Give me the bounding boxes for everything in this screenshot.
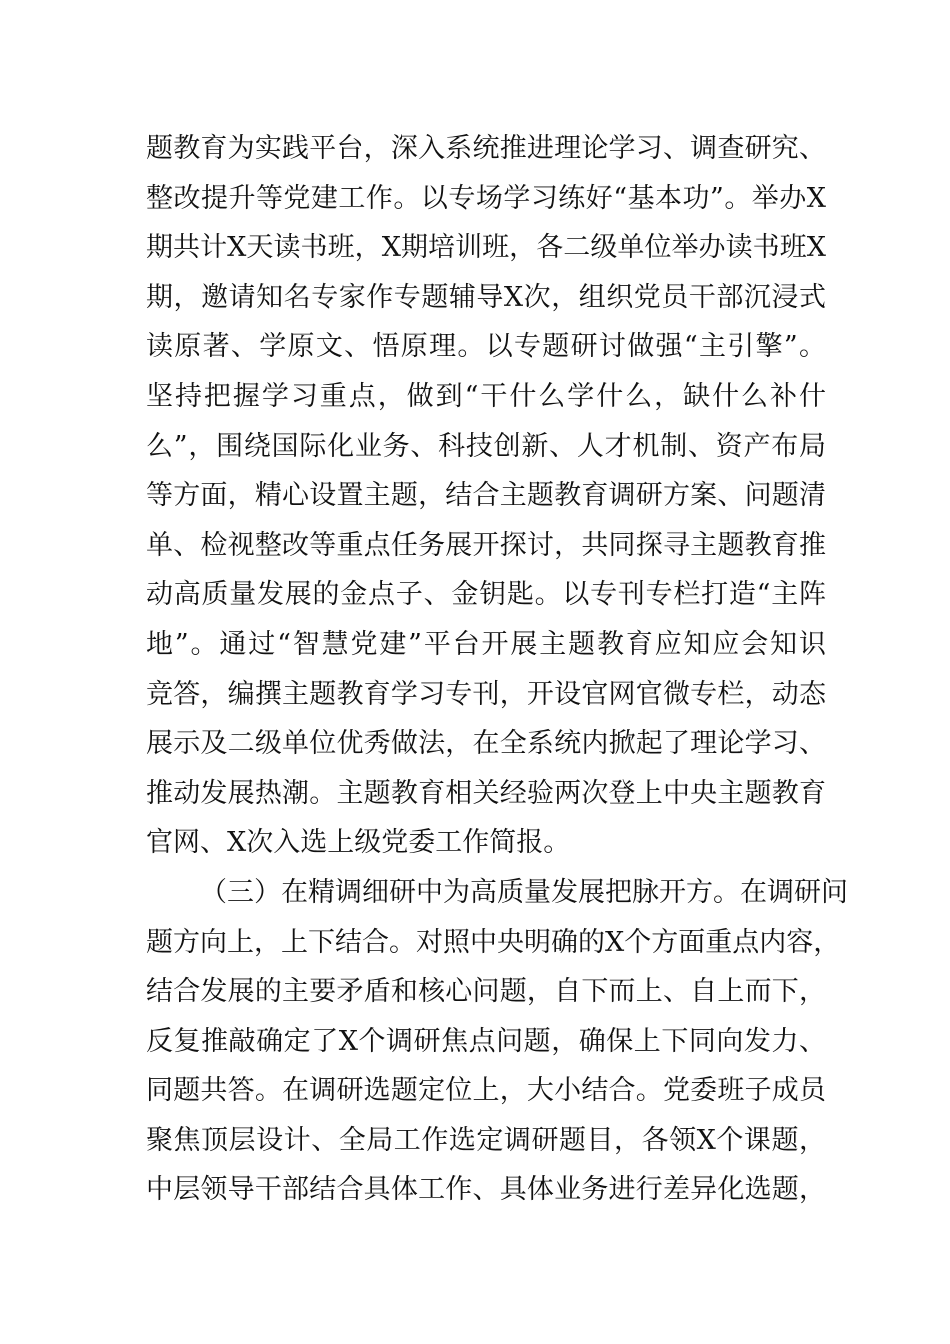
text-line: 题方向上，上下结合。对照中央明确的X个方面重点内容， xyxy=(146,926,841,958)
text-line: 反复推敲确定了X个调研焦点问题，确保上下同向发力、 xyxy=(146,1025,826,1057)
text-line: 单、检视整改等重点任务展开探讨，共同探寻主题教育推 xyxy=(146,529,826,561)
text-line: 期共计X天读书班，X期培训班，各二级单位举办读书班X xyxy=(146,232,826,264)
text-line: 同题共答。在调研选题定位上，大小结合。党委班子成员 xyxy=(146,1075,826,1107)
text-line: 读原著、学原文、悟原理。以专题研讨做强“主引擎”。 xyxy=(146,331,826,363)
text-line: 坚持把握学习重点，做到“干什么学什么，缺什么补什 xyxy=(146,380,826,412)
text-line: 结合发展的主要矛盾和核心问题，自下而上、自上而下， xyxy=(146,976,826,1008)
section-heading-line: （三）在精调细研中为高质量发展把脉开方。在调研问 xyxy=(200,876,848,908)
text-line: 期，邀请知名专家作专题辅导X次，组织党员干部沉浸式 xyxy=(146,281,826,313)
text-line: 展示及二级单位优秀做法，在全系统内掀起了理论学习、 xyxy=(146,728,826,760)
paragraph-end-line: 官网、X次入选上级党委工作简报。 xyxy=(146,827,571,859)
text-line: 题教育为实践平台，深入系统推进理论学习、调查研究、 xyxy=(146,133,826,164)
text-line: 推动发展热潮。主题教育相关经验两次登上中央主题教育 xyxy=(146,777,826,809)
text-line: 竞答，编撰主题教育学习专刊，开设官网官微专栏，动态 xyxy=(146,678,826,710)
text-line: 么”，围绕国际化业务、科技创新、人才机制、资产布局 xyxy=(146,430,826,462)
text-line: 聚焦顶层设计、全局工作选定调研题目，各领X个课题， xyxy=(146,1124,826,1156)
text-line: 地”。通过“智慧党建”平台开展主题教育应知应会知识 xyxy=(146,628,826,660)
text-line: 等方面，精心设置主题，结合主题教育调研方案、问题清 xyxy=(146,480,826,512)
text-line: 中层领导干部结合具体工作、具体业务进行差异化选题， xyxy=(146,1174,826,1206)
text-line: 动高质量发展的金点子、金钥匙。以专刊专栏打造“主阵 xyxy=(146,579,826,611)
text-line: 整改提升等党建工作。以专场学习练好“基本功”。举办X xyxy=(146,182,826,214)
body-text xyxy=(146,124,848,1215)
